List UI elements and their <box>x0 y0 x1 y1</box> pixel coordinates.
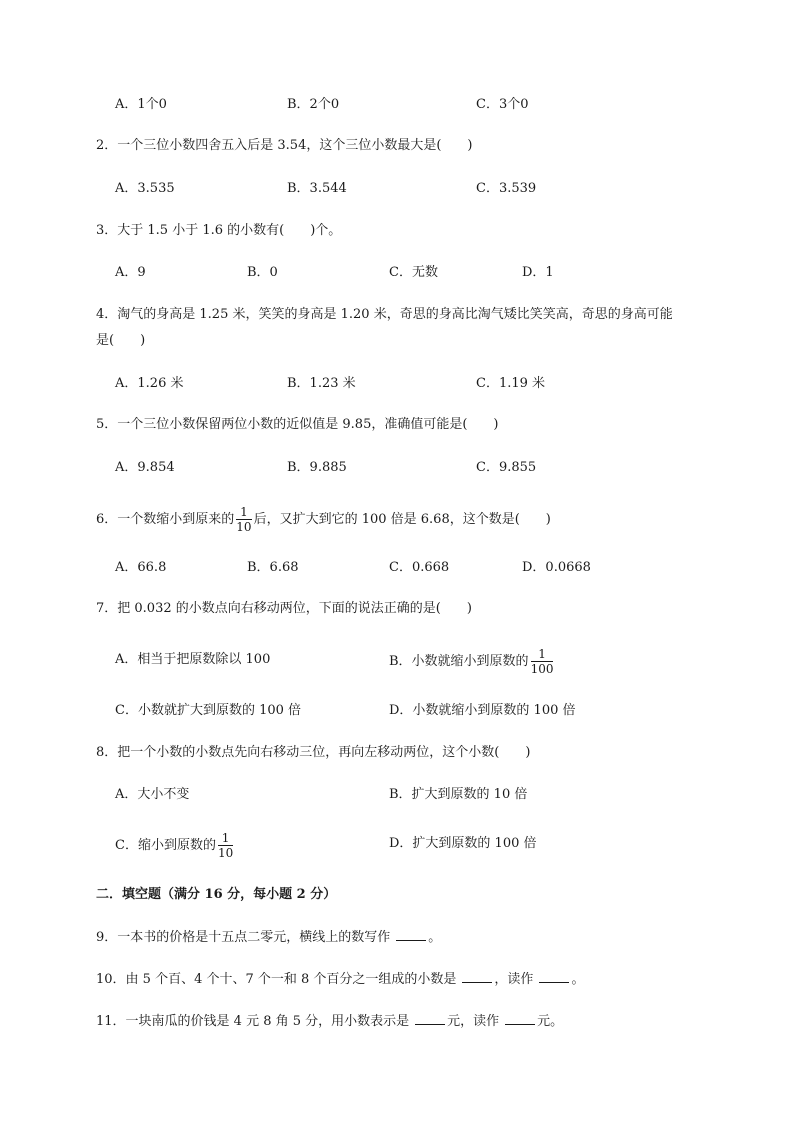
q1-option-a: A．1个0 <box>115 97 167 112</box>
q7-option-d: D．小数就缩小到原数的 100 倍 <box>389 703 576 718</box>
q8-option-c-fraction: $\frac{1}{10}$ <box>217 831 234 860</box>
q3-question: 3．大于 1.5 小于 1.6 的小数有( )个。 <box>96 223 342 238</box>
section-2-title: 二．填空题（满分 16 分，每小题 2 分） <box>96 887 337 902</box>
q8-option-d: D．扩大到原数的 100 倍 <box>389 836 537 851</box>
q1-option-b: B．2个0 <box>287 97 340 112</box>
q11-question: 11．一块南瓜的价钱是 4 元 8 角 5 分，用小数表示是 元，读作 元。 <box>96 1014 564 1029</box>
q5-option-c: C．9.855 <box>476 460 537 475</box>
q1-option-c: C．3个0 <box>476 97 529 112</box>
q7-option-b-fraction: $\frac{1}{100}$ <box>530 647 554 676</box>
q3-option-b: B．0 <box>247 265 278 280</box>
q6-text-after: 后，又扩大到它的 100 倍是 6.68，这个数是( ) <box>253 512 551 527</box>
q4-option-a: A．1.26 米 <box>115 376 184 391</box>
q4-question-line2: 是( ) <box>96 333 146 348</box>
q3-option-a: A．9 <box>115 265 146 280</box>
q7-option-b: B．小数就缩小到原数的 $\frac{1}{100}$ <box>389 647 554 676</box>
q10-answer-blank-2[interactable] <box>539 970 569 983</box>
q9-question: 9．一本书的价格是十五点二零元，横线上的数写作 。 <box>96 930 442 945</box>
q2-question: 2．一个三位小数四舍五入后是 3.54，这个三位小数最大是( ) <box>96 138 473 153</box>
q4-option-b: B．1.23 米 <box>287 376 356 391</box>
q11-answer-blank-1[interactable] <box>415 1012 445 1025</box>
q8-question: 8．把一个小数的小数点先向右移动三位，再向左移动两位，这个小数( ) <box>96 745 531 760</box>
q10-question: 10．由 5 个百、4 个十、7 个一和 8 个百分之一组成的小数是 ，读作 。 <box>96 972 585 987</box>
q2-option-a: A．3.535 <box>115 181 175 196</box>
q11-answer-blank-2[interactable] <box>505 1012 535 1025</box>
q4-option-c: C．1.19 米 <box>476 376 546 391</box>
q4-question-line1: 4．淘气的身高是 1.25 米，笑笑的身高是 1.20 米，奇思的身高比淘气矮比笑笑高，奇思的身高可能 <box>96 307 673 322</box>
q8-option-c: C．缩小到原数的 $\frac{1}{10}$ <box>115 831 234 860</box>
q6-option-b: B．6.68 <box>247 560 299 575</box>
q8-option-a: A．大小不变 <box>115 787 190 802</box>
q5-option-a: A．9.854 <box>115 460 175 475</box>
q6-question <box>96 506 551 533</box>
q9-answer-blank[interactable] <box>396 928 426 941</box>
q7-option-c: C．小数就扩大到原数的 100 倍 <box>115 703 302 718</box>
q5-question: 5．一个三位小数保留两位小数的近似值是 9.85，准确值可能是( ) <box>96 417 499 432</box>
q2-option-c: C．3.539 <box>476 181 537 196</box>
q10-answer-blank-1[interactable] <box>462 970 492 983</box>
q7-option-a: A．相当于把原数除以 100 <box>115 652 271 667</box>
q6-option-a: A．66.8 <box>115 560 167 575</box>
q8-option-b: B．扩大到原数的 10 倍 <box>389 787 528 802</box>
q7-question: 7．把 0.032 的小数点向右移动两位，下面的说法正确的是( ) <box>96 601 472 616</box>
q2-option-b: B．3.544 <box>287 181 347 196</box>
q6-text-before: 6．一个数缩小到原来的 <box>96 512 235 527</box>
q6-fraction: $\frac{1}{10}$ <box>236 505 252 534</box>
q5-option-b: B．9.885 <box>287 460 347 475</box>
q3-option-c: C．无数 <box>389 265 438 280</box>
q3-option-d: D．1 <box>522 265 554 280</box>
q6-option-d: D．0.0668 <box>522 560 591 575</box>
q6-option-c: C．0.668 <box>389 560 450 575</box>
